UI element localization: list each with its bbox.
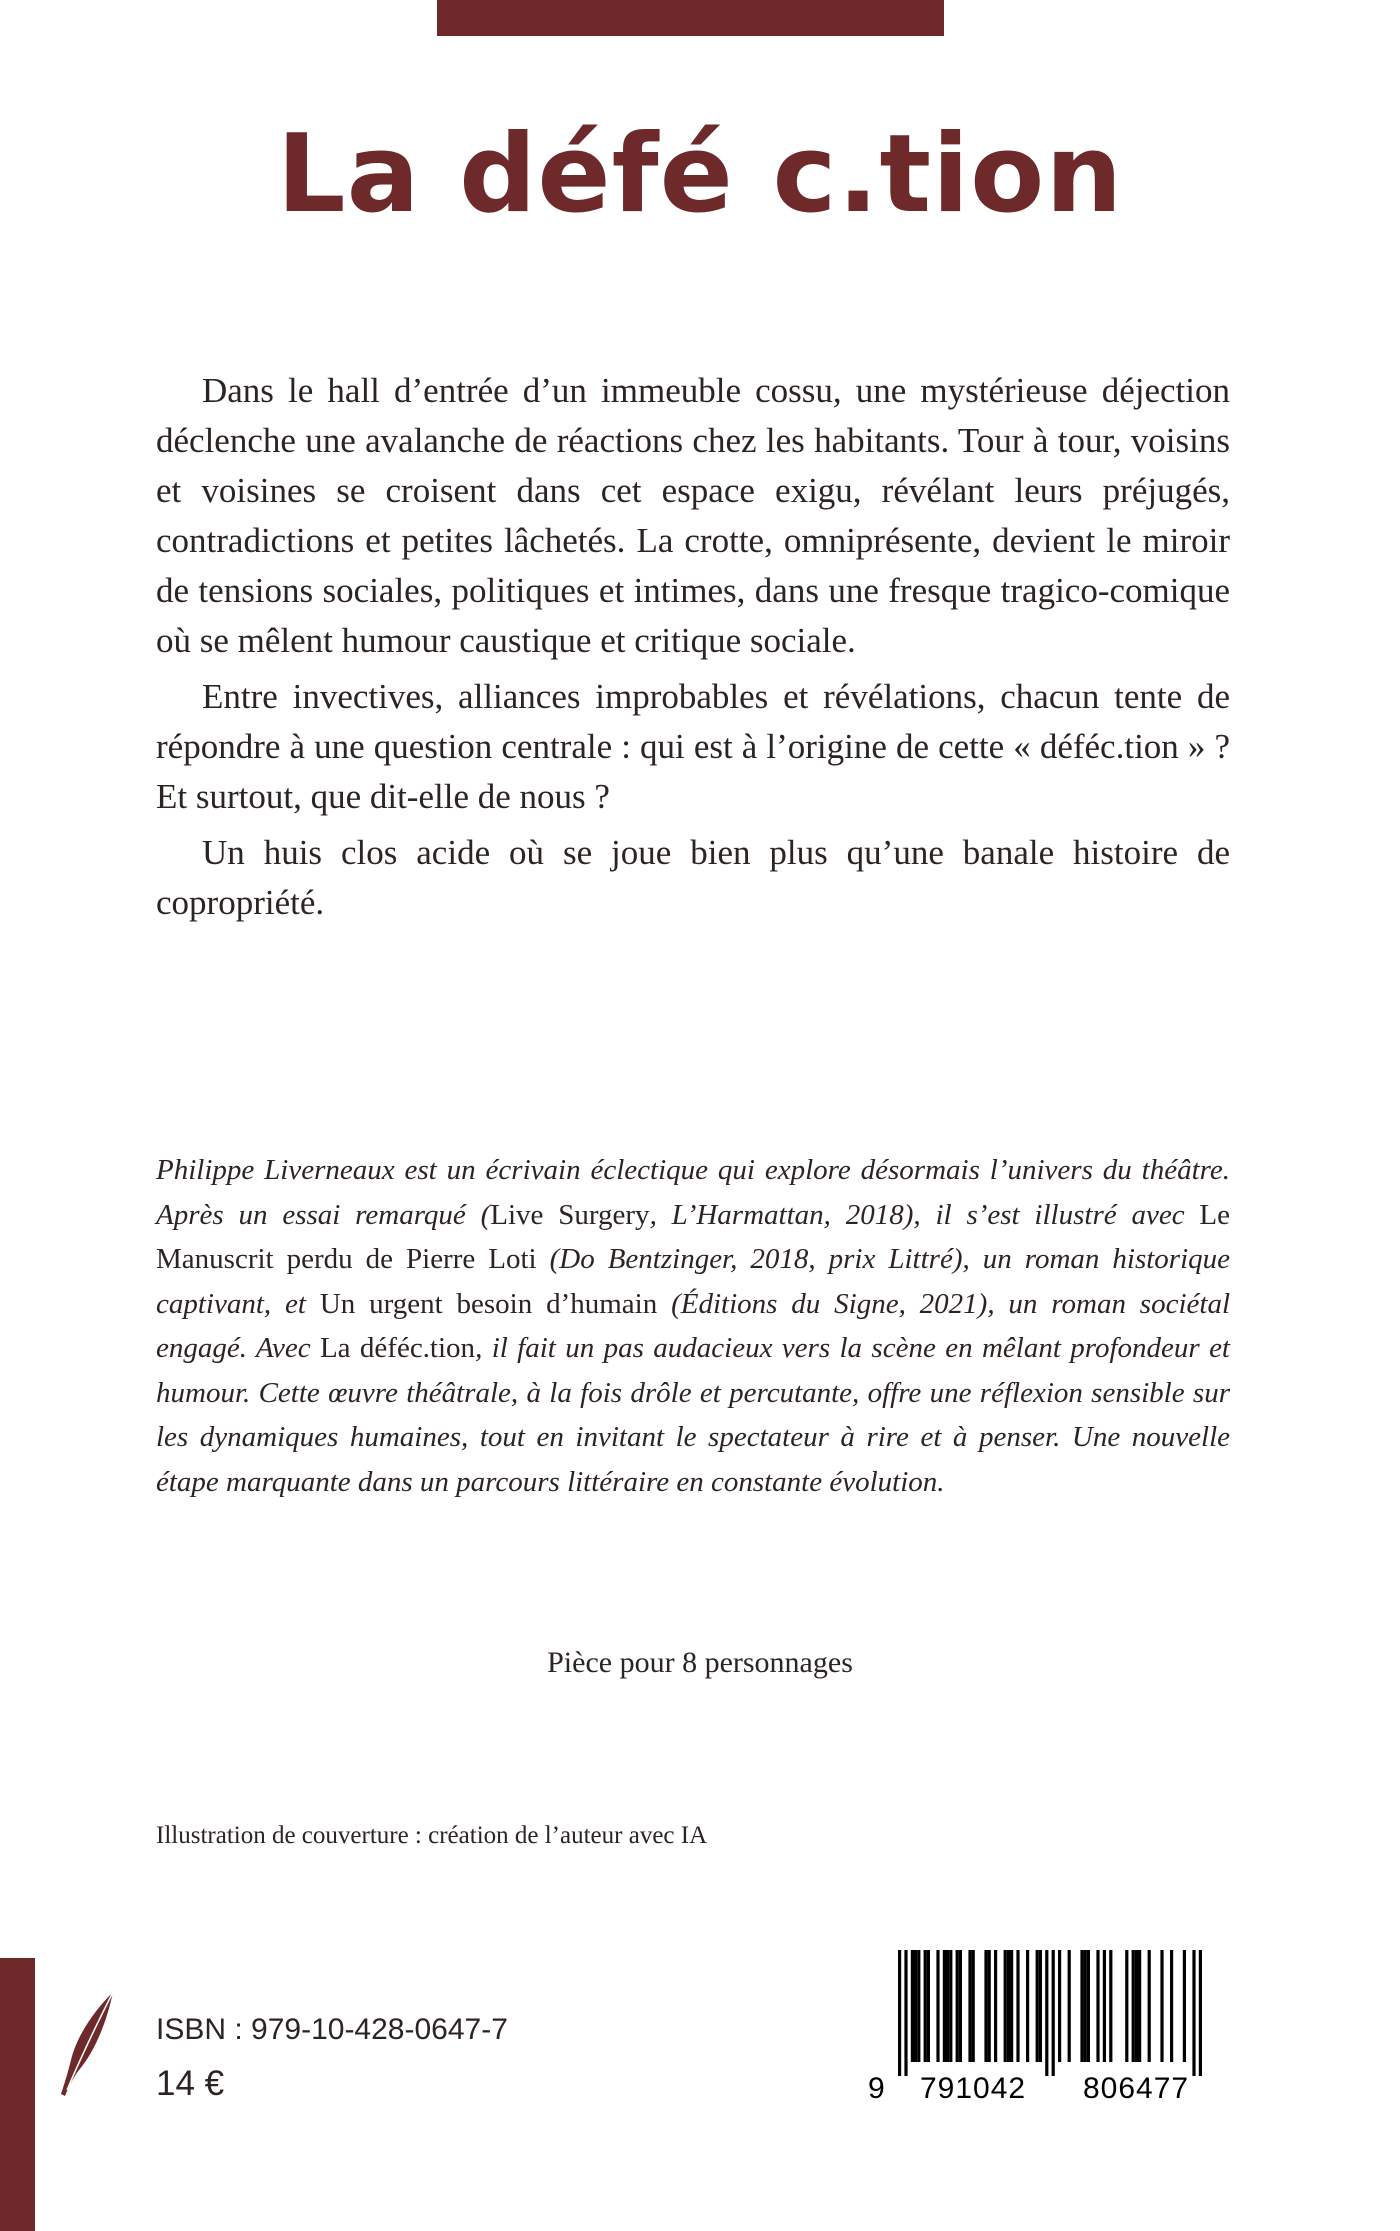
barcode-bar	[1192, 1950, 1195, 2076]
barcode-bar	[1160, 1950, 1163, 2062]
back-cover-summary	[156, 366, 1230, 934]
barcode-bar	[984, 1950, 987, 2062]
isbn-label: ISBN : 979-10-428-0647-7	[156, 2013, 508, 2046]
barcode-bar	[1148, 1950, 1151, 2062]
barcode-bar	[959, 1950, 962, 2062]
barcode-bar	[1026, 1950, 1029, 2062]
bio-text: (Do Bentzinger, 2018, prix Littré), un roman historique captivant, et	[156, 1243, 1231, 1320]
barcode-bar	[946, 1950, 949, 2062]
barcode-bar	[1103, 1950, 1106, 2062]
barcode-digits	[862, 2072, 1230, 2112]
barcode-bar	[1052, 1950, 1055, 2076]
barcode-bar	[1039, 1950, 1042, 2062]
barcode-bar	[1036, 1950, 1039, 2062]
barcode-bar	[927, 1950, 930, 2062]
bio-text: (Éditions du Signe, 2021), un roman sociétal engagé. Avec	[156, 1287, 1230, 1364]
author-biography	[156, 1148, 1230, 1504]
bio-text: Philippe Liverneaux est un écrivain éclectique qui explore désormais l’univers du théâtre. Après un essai remarqué (	[156, 1154, 1230, 1231]
barcode-left-group: 791042	[920, 2072, 1027, 2105]
bottom-left-color-band	[0, 1958, 35, 2231]
summary-paragraph: Entre invectives, alliances improbables et révélations, chacun tente de répondre à une question centrale : qui est à l’origine de cette « déféc.tion » ? Et surtout, que dit-elle de nous ?	[156, 677, 1230, 816]
bio-work-title: La déféc.tion	[319, 1332, 476, 1364]
barcode-bar	[936, 1950, 939, 2062]
barcode-bar	[914, 1950, 917, 2062]
isbn-barcode	[862, 1946, 1230, 2111]
bio-text: , L’Harmattan, 2018), il s’est illustré avec	[649, 1198, 1200, 1231]
barcode-bar	[1016, 1950, 1019, 2062]
barcode-bar	[949, 1950, 952, 2062]
book-title: La défé c.tion	[276, 112, 1124, 237]
barcode-bar	[956, 1950, 959, 2062]
barcode-bar	[1135, 1950, 1138, 2062]
barcode-bar	[943, 1950, 946, 2062]
barcode-bar	[1058, 1950, 1061, 2062]
barcode-bar	[904, 1950, 907, 2076]
barcode-bar	[1068, 1950, 1071, 2062]
barcode-bar	[1109, 1950, 1112, 2062]
bio-work-title: Live Surgery	[490, 1198, 650, 1231]
top-color-band	[437, 0, 944, 36]
bio-work-title: Le Manuscrit perdu de Pierre Loti	[156, 1198, 1230, 1275]
bio-text: , il fait un pas audacieux vers la scène en mêlant profondeur et humour. Cette œuvre théâtrale, à la fois drôle et percutante, offre une réflexion sensible sur les dynamiques humaines, tout en invitant le spectateur à rire et à penser. Une nouvelle étape marquante dans un parcours littéraire en constante évolution.	[156, 1332, 1230, 1498]
barcode-bar	[1080, 1950, 1083, 2062]
barcode-right-group: 806477	[1083, 2072, 1190, 2105]
barcode-lead-digit: 9	[868, 2072, 885, 2105]
barcode-bar	[1096, 1950, 1099, 2062]
barcode-bar	[1084, 1950, 1087, 2062]
barcode-bar	[1004, 1950, 1007, 2062]
cover-illustration-credit: Illustration de couverture : création de l’auteur avec IA	[156, 1822, 708, 1849]
quill-icon	[55, 1990, 135, 2100]
barcode-bar	[1199, 1950, 1202, 2076]
barcode-bar	[988, 1950, 991, 2062]
barcode-bar	[911, 1950, 914, 2062]
barcode-bar	[1087, 1950, 1090, 2062]
summary-paragraph: Dans le hall d’entrée d’un immeuble cossu, une mystérieuse déjection déclenche une avalanche de réactions chez les habitants. Tour à tour, voisins et voisines se croisent dans cet espace exigu, révélant leurs préjugés, contradictions et petites lâchetés. La crotte, omniprésente, devient le miroir de tensions sociales, politiques et intimes, dans une fresque tragico-comique où se mêlent humour caustique et critique sociale.	[156, 371, 1230, 660]
barcode-bar	[1045, 1950, 1048, 2076]
barcode-bar	[1138, 1950, 1141, 2062]
barcode-bar	[994, 1950, 997, 2062]
barcode-bar	[1183, 1950, 1186, 2062]
barcode-bar	[1010, 1950, 1013, 2062]
bio-work-title: Un urgent besoin d’humain	[319, 1287, 658, 1320]
barcode-bar	[898, 1950, 901, 2076]
barcode-bar	[917, 1950, 920, 2062]
barcode-bar	[1125, 1950, 1128, 2062]
barcode-bar	[924, 1950, 927, 2062]
barcode-bar	[972, 1950, 975, 2062]
cast-count-note: Pièce pour 8 personnages	[547, 1646, 853, 1679]
barcode-bar	[1170, 1950, 1173, 2062]
price-label: 14 €	[156, 2064, 225, 2103]
summary-paragraph: Un huis clos acide où se joue bien plus qu’une banale histoire de copropriété.	[156, 833, 1230, 922]
barcode-bars	[862, 1946, 1230, 2076]
barcode-bar	[1132, 1950, 1135, 2062]
barcode-bar	[1007, 1950, 1010, 2062]
barcode-bar	[968, 1950, 971, 2062]
